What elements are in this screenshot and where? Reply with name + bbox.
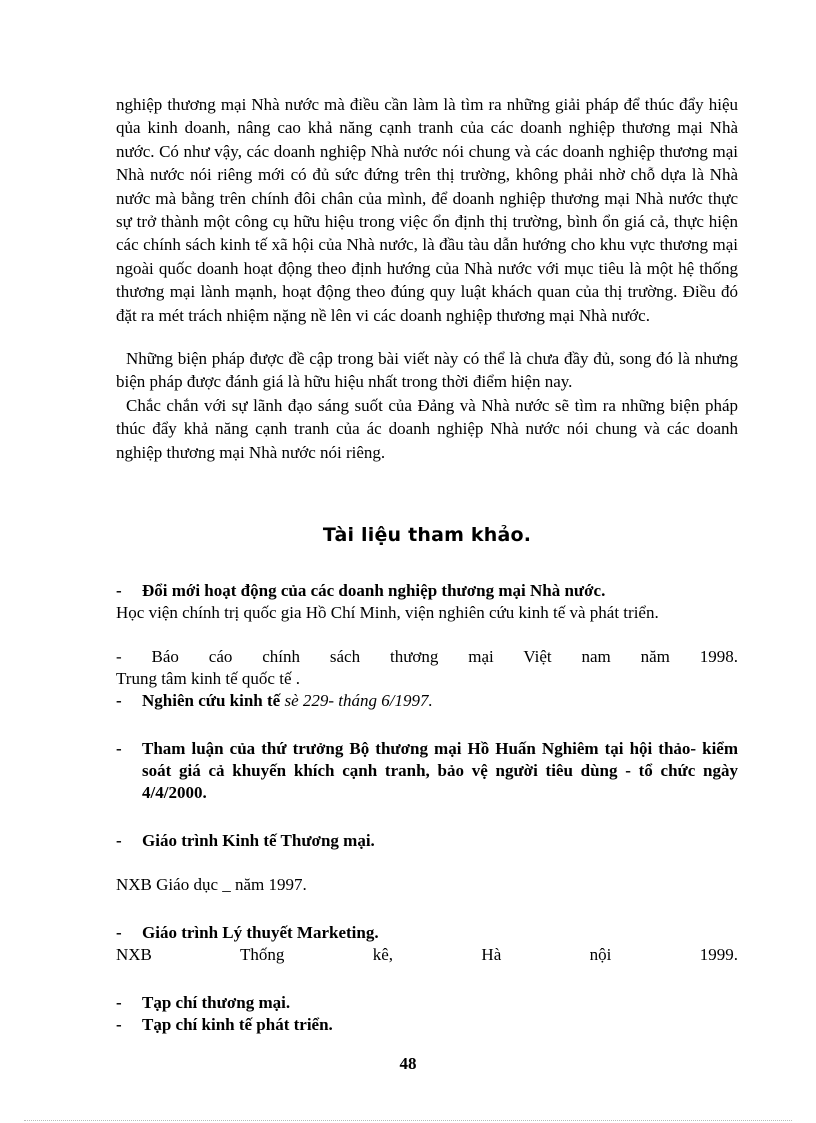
- reference-title: Tạp chí thương mại.: [142, 993, 291, 1013]
- reference-title: Nghiên cứu kinh tế: [142, 691, 281, 711]
- body-paragraph-3: Chắc chắn với sự lãnh đạo sáng suốt của Đảng và Nhà nước sẽ tìm ra những biện pháp thúc đẩy khả năng cạnh tranh của ác doanh nghiệp Nhà nước nói chung và các doanh nghiệp thương mại Nhà nước nói riêng.: [116, 395, 738, 462]
- list-dash: -: [116, 831, 122, 851]
- reference-item-8: [116, 1014, 738, 1036]
- reference-item-4: [116, 738, 738, 804]
- reference-title: - Báo cáo chính sách thương mại Việt nam năm 1998.: [116, 647, 738, 667]
- list-dash: -: [116, 923, 122, 943]
- body-paragraph-1: nghiệp thương mại Nhà nước mà điều cần làm là tìm ra những giải pháp để thúc đẩy hiệu qủa kinh doanh, nâng cao khả năng cạnh tranh của các doanh nghiệp thương mại Nhà nước. Có như vậy, các doanh nghiệp Nhà nước nói chung và các doanh nghiệp thương mại Nhà nước nói riêng mới có đủ sức đứng trên thị trường, không phải nhờ chỗ dựa là Nhà nước mà bằng trên chính đôi chân của mình, để doanh nghiệp thương mại Nhà nước thực sự trở thành một công cụ hữu hiệu trong việc ổn định thị trường, bình ổn giá cả, thực hiện các chính sách kinh tế xã hội của Nhà nước, là đầu tàu dẫn hướng cho khu vực thương mại ngoài quốc doanh hoạt động theo định hướng của Nhà nước với mục tiêu là một hệ thống thương mại lành mạnh, hoạt động theo đúng quy luật khách quan của thị trường. Điều đó đặt ra mét trách nhiệm nặng nề lên vi các doanh nghiệp thương mại Nhà nước.: [116, 95, 738, 325]
- reference-title: Giáo trình Lý thuyết Marketing.: [142, 923, 379, 943]
- references-heading: Tài liệu tham khảo.: [322, 524, 532, 547]
- reference-title: Đổi mới hoạt động của các doanh nghiệp thương mại Nhà nước.: [142, 581, 606, 601]
- body-paragraph-2: Những biện pháp được đề cập trong bài viết này có thể là chưa đầy đủ, song đó là nhưng biện pháp được đánh giá là hữu hiệu nhất trong thời điểm hiện nay.: [116, 349, 738, 392]
- reference-item-3: [116, 690, 738, 712]
- reference-source: Trung tâm kinh tế quốc tế .: [116, 669, 300, 689]
- reference-title: Tạp chí kinh tế phát triển.: [142, 1015, 333, 1035]
- list-dash: -: [116, 581, 122, 601]
- document-page: [116, 93, 738, 1036]
- reference-source: NXB Giáo dục _ năm 1997.: [116, 875, 307, 895]
- reference-item-2: [116, 646, 738, 690]
- reference-issue: sè 229- tháng 6/1997.: [280, 691, 433, 711]
- reference-item-5: [116, 830, 738, 896]
- reference-item-6: [116, 922, 738, 966]
- reference-source: Học viện chính trị quốc gia Hồ Chí Minh, viện nghiên cứu kinh tế và phát triển.: [116, 603, 659, 623]
- reference-item-1: [116, 580, 738, 624]
- reference-list: [116, 580, 738, 1036]
- list-dash: -: [116, 739, 122, 759]
- reference-source: NXB Thống kê, Hà nội 1999.: [116, 945, 738, 965]
- footer-divider: [24, 1120, 792, 1121]
- page-number: 48: [399, 1054, 417, 1073]
- list-dash: -: [116, 691, 122, 711]
- reference-item-7: [116, 992, 738, 1014]
- reference-title: Tham luận của thứ trưởng Bộ thương mại Hồ Huấn Nghiêm tại hội thảo- kiểm soát giá cả khuyến khích cạnh tranh, bảo vệ người tiêu dùng - tổ chức ngày 4/4/2000.: [142, 739, 738, 803]
- list-dash: -: [116, 993, 122, 1013]
- reference-title: Giáo trình Kinh tế Thương mại.: [142, 831, 375, 851]
- list-dash: -: [116, 1015, 122, 1035]
